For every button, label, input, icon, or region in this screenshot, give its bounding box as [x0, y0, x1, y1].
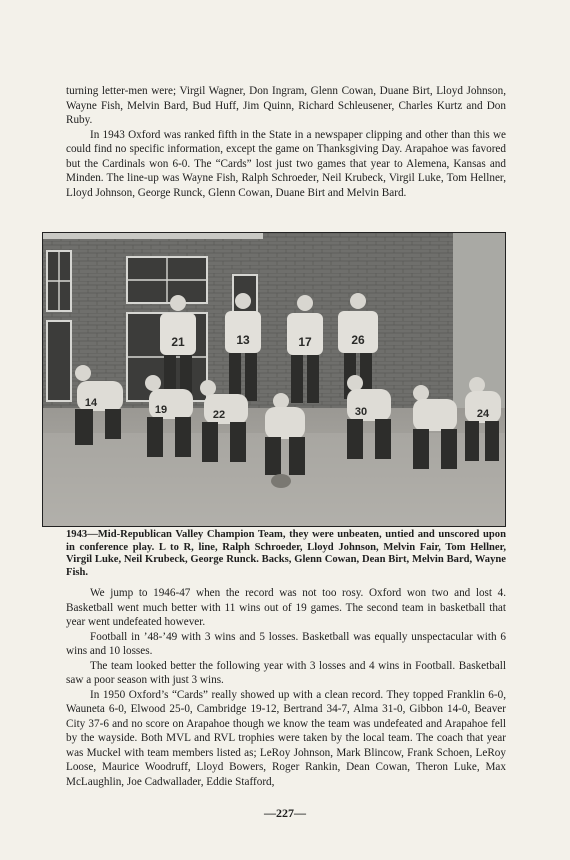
jersey-number: 26: [351, 333, 365, 347]
jersey-number: 13: [236, 333, 250, 347]
bottom-text-block: [66, 586, 506, 789]
page-number: —227—: [264, 806, 306, 820]
paragraph-48-49: Football in ’48-’49 with 3 wins and 5 losses. Basketball was equally unspectacular with 6 wins and 10 losses.: [66, 630, 506, 657]
paragraph-1946-47: We jump to 1946-47 when the record was not too rosy. Oxford won two and lost 4. Basketball went much better with 11 wins out of 19 games. The second team in basketball that year went undefeated however.: [66, 587, 506, 628]
top-text-block: [66, 84, 506, 200]
jersey-number: 19: [154, 404, 168, 416]
jersey-number: 24: [476, 408, 490, 420]
jersey-number: 14: [84, 397, 98, 409]
paragraph-1950: In 1950 Oxford’s “Cards” really showed up with a clean record. They topped Franklin 6-0, Wauneta 6-0, Elwood 25-0, Cambridge 19-12, Bertrand 34-7, Alma 31-0, Gibbon 14-0, Beaver City 37-6 and no score on Arapahoe though we know the team was undefeated and Arapahoe fell by the wayside. Both MVL and RVL trophies were taken by the local team. The coach that year was Muckel with team members listed as; LeRoy Johnson, Mark Blincow, Frank Schoen, LeRoy Loose, Maurice Woodruff, Lloyd Bowers, Roger Rankin, Dean Cowan, Theron Luke, Max McLaughlin, Joe Cadwallader, Eddie Stafford,: [66, 688, 506, 788]
jersey-number: 22: [212, 409, 226, 421]
jersey-number: 30: [354, 406, 368, 418]
jersey-number: 21: [171, 335, 185, 349]
paragraph-letter-men: turning letter-men were; Virgil Wagner, Don Ingram, Glenn Cowan, Duane Birt, Lloyd Johnson, Wayne Fish, Melvin Bard, Bud Huff, Jim Quinn, Richard Schleusener, Charles Kurtz and Don Ruby.: [66, 85, 506, 126]
team-photo: [42, 232, 506, 527]
jersey-number: 17: [298, 335, 312, 349]
paragraph-1943-season: In 1943 Oxford was ranked fifth in the State in a newspaper clipping and other than this we could find no specific information, except the game on Thanksgiving Day. Arapahoe was favored but the Cardinals won 6-0. The “Cards” lost just two games that year to Alemena, Kansas and Minden. The line-up was Wayne Fish, Ralph Schroeder, Neil Krubeck, Virgil Luke, Tom Hellner, Lloyd Johnson, George Runck, Glenn Cowan, Duane Birt and Melvin Bard.: [66, 128, 506, 199]
photo-caption: 1943—Mid-Republican Valley Champion Team, they were unbeaten, untied and unscored upon in conference play. L to R, line, Ralph Schroeder, Lloyd Johnson, Melvin Fair, Tom Hellner, Virgil Luke, Neil Krubeck, George Runck. Backs, Glenn Cowan, Dean Birt, Melvin Bard, Wayne Fish.: [66, 529, 506, 578]
paragraph-following-year: The team looked better the following year with 3 losses and 4 wins in Football. Basketball saw a poor season with just 3 wins.: [66, 659, 506, 686]
